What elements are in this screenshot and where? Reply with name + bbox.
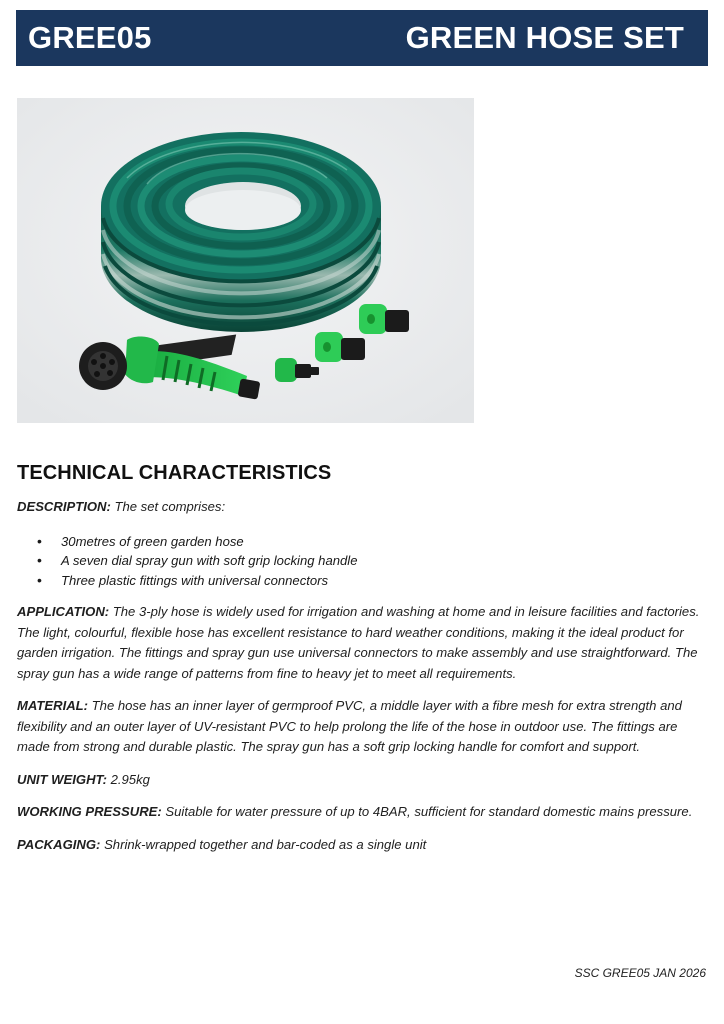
working-pressure-label: WORKING PRESSURE: — [17, 804, 162, 819]
packaging-paragraph — [17, 835, 709, 856]
product-image — [17, 98, 474, 423]
material-text: The hose has an inner layer of germproof PVC, a middle layer with a fibre mesh for extra strength and flexibility and an outer layer of UV-resistant PVC to help prolong the life of the hose in outdoor use. The fittings are made from strong and durable plastic. The spray gun has a soft grip locking handle for comfort and support. — [17, 698, 682, 754]
working-pressure-text: Suitable for water pressure of up to 4BAR, sufficient for standard domestic mains pressure. — [165, 804, 693, 819]
application-paragraph — [17, 602, 709, 684]
description-paragraph — [17, 497, 709, 518]
product-title: GREEN HOSE SET — [405, 20, 684, 55]
working-pressure-paragraph — [17, 802, 709, 823]
description-list — [17, 532, 709, 591]
section-title: TECHNICAL CHARACTERISTICS — [17, 462, 332, 484]
application-text: The 3-ply hose is widely used for irrigation and washing at home and in leisure facilities and factories. The light, colourful, flexible hose has excellent resistance to hard weather conditions, making it the ideal product for garden irrigation. The fittings and spray gun use universal connectors to make assembly and use straightforward. The spray gun has a wide range of patterns from fine to heavy jet to meet all requirements. — [17, 604, 700, 681]
material-label: MATERIAL: — [17, 698, 89, 713]
description-text: The set comprises: — [114, 499, 226, 514]
header-bar — [16, 10, 708, 66]
unit-weight-value: 2.95kg — [110, 771, 150, 787]
list-item: • 30metres of green garden hose — [37, 532, 709, 552]
unit-weight-label: UNIT WEIGHT: — [17, 771, 107, 787]
packaging-text: Shrink-wrapped together and bar-coded as a single unit — [104, 836, 427, 852]
product-code: GREE05 — [28, 20, 152, 55]
material-paragraph — [17, 696, 709, 758]
hose-coil — [101, 132, 381, 332]
list-item: • Three plastic fittings with universal connectors — [37, 571, 709, 591]
technical-content — [17, 462, 709, 867]
packaging-label: PACKAGING: — [17, 836, 101, 852]
hose-set-illustration — [17, 98, 474, 423]
document-reference: SSC GREE05 JAN 2026 — [574, 966, 706, 980]
list-item: • A seven dial spray gun with soft grip locking handle — [37, 551, 709, 571]
unit-weight-paragraph — [17, 770, 709, 791]
application-label: APPLICATION: — [17, 604, 110, 619]
description-label: DESCRIPTION: — [17, 499, 111, 514]
